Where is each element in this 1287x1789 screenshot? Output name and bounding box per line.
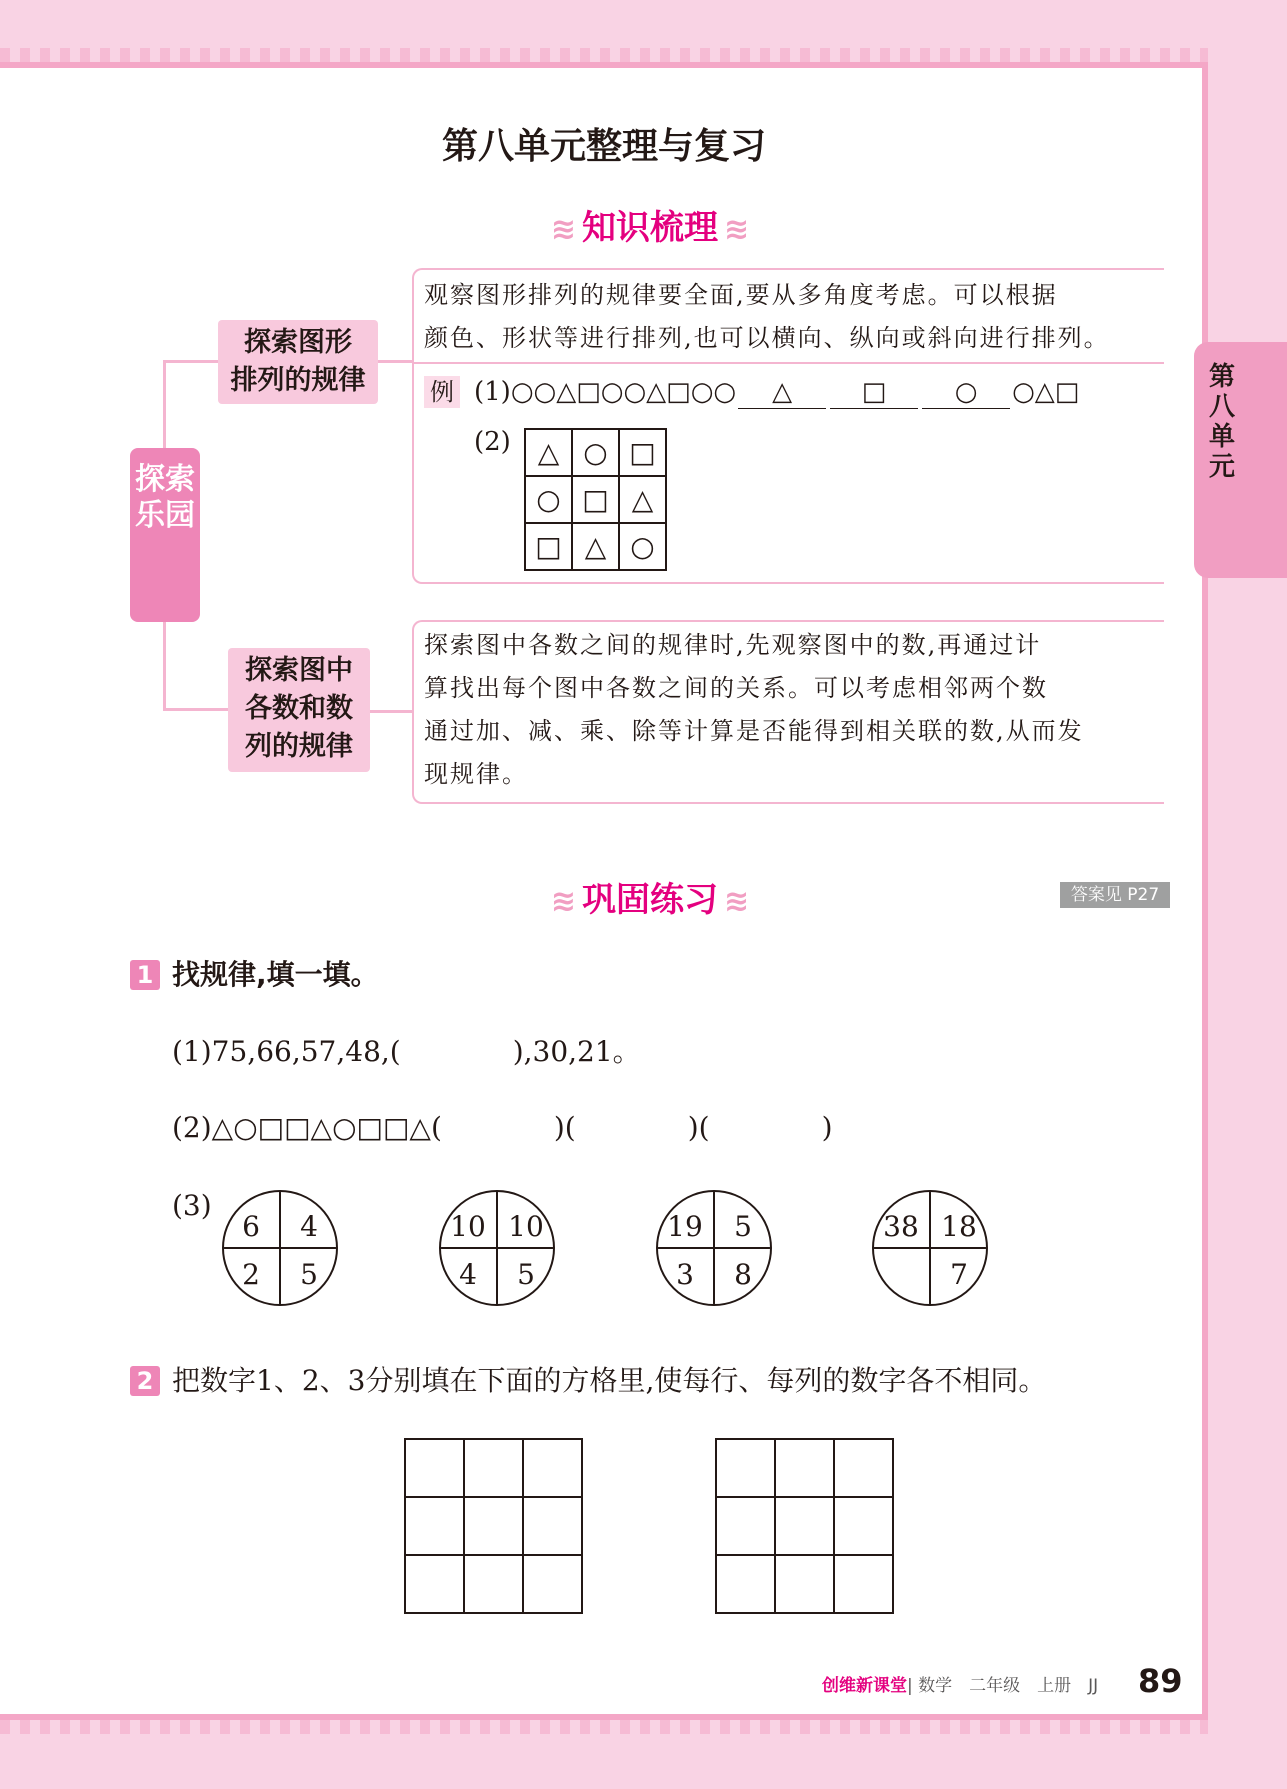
grid-cell[interactable] — [775, 1555, 834, 1613]
branch-label-line: 列的规律 — [245, 731, 353, 762]
branch-node-numbers — [228, 648, 370, 772]
tree-branch-line — [163, 708, 229, 711]
grid-cell: △ — [619, 476, 666, 523]
question-number: 1 — [130, 960, 160, 990]
circle-value: 19 — [667, 1210, 703, 1243]
question-number: 2 — [130, 1366, 160, 1396]
branch-label-line: 探索图中 — [245, 655, 353, 686]
page-number: 89 — [1138, 1662, 1183, 1700]
grid-cell: ○ — [619, 523, 666, 570]
grid-cell[interactable] — [523, 1497, 582, 1555]
circle-value: 10 — [508, 1210, 544, 1243]
grid-cell[interactable] — [716, 1439, 775, 1497]
section-label: 知识梳理 — [582, 208, 718, 248]
panel-text-line: 颜色、形状等进行排列,也可以横向、纵向或斜向进行排列。 — [424, 324, 1110, 352]
knowledge-panel-numbers — [412, 620, 1164, 804]
question-sub-3-label: (3) — [172, 1189, 212, 1222]
page-title: 第八单元整理与复习 — [441, 126, 766, 167]
answer-grid-left — [404, 1438, 583, 1614]
circle-value: 10 — [450, 1210, 486, 1243]
panel-text-line: 探索图中各数之间的规律时,先观察图中的数,再通过计 — [424, 631, 1042, 659]
sequence-suffix: ○△□ — [1012, 377, 1080, 407]
wave-icon: ≋ — [724, 212, 750, 247]
grid-cell: □ — [525, 523, 572, 570]
panel-text-line: 通过加、减、乘、除等计算是否能得到相关联的数,从而发 — [424, 717, 1084, 745]
number-circle — [439, 1190, 555, 1306]
bottom-wave-border — [0, 1720, 1208, 1734]
example-shape-grid — [524, 428, 667, 571]
unit-side-tab-label: 第八单元 — [1208, 362, 1235, 482]
grid-cell[interactable] — [834, 1497, 893, 1555]
answer-reference-badge: 答案见 P27 — [1060, 882, 1170, 908]
panel-text — [424, 274, 1154, 360]
grid-cell[interactable] — [834, 1439, 893, 1497]
unit-side-tab — [1194, 342, 1287, 578]
grid-cell[interactable] — [523, 1439, 582, 1497]
panel-text-line: 算找出每个图中各数之间的关系。可以考虑相邻两个数 — [424, 674, 1048, 702]
panel-text-line: 现规律。 — [424, 760, 528, 788]
branch-node-shapes — [218, 320, 378, 404]
answer-blank: ○ — [922, 376, 1010, 409]
circle-value: 5 — [517, 1258, 535, 1291]
grid-cell: △ — [525, 429, 572, 476]
question-sub-1: (1)75,66,57,48,( ),30,21。 — [172, 1035, 641, 1068]
circle-value: 7 — [950, 1258, 968, 1291]
example-grid-label: (2) — [474, 427, 511, 457]
answer-grid-right — [715, 1438, 894, 1614]
wave-icon: ≋ — [550, 212, 576, 247]
grid-cell: ○ — [572, 429, 619, 476]
grid-cell[interactable] — [716, 1555, 775, 1613]
circle-value: 4 — [300, 1210, 318, 1243]
circle-value: 5 — [300, 1258, 318, 1291]
circle-value: 3 — [676, 1258, 694, 1291]
root-node-label: 探索乐园 — [135, 462, 195, 533]
grid-cell[interactable] — [405, 1555, 464, 1613]
answer-blank: □ — [830, 376, 918, 409]
example-badge: 例 — [424, 376, 460, 408]
panel-text — [424, 624, 1154, 796]
example-sequence — [474, 376, 1079, 409]
section-heading-knowledge — [0, 200, 1287, 249]
question-text: 把数字1、2、3分别填在下面的方格里,使每行、每列的数字各不相同。 — [172, 1364, 1047, 1397]
grid-cell[interactable] — [775, 1497, 834, 1555]
section-label: 巩固练习 — [582, 880, 718, 920]
grid-cell: □ — [619, 429, 666, 476]
circle-value: 8 — [734, 1258, 752, 1291]
circle-value: 5 — [734, 1210, 752, 1243]
grid-cell: □ — [572, 476, 619, 523]
footer-brand: 创维新课堂 — [822, 1676, 907, 1696]
grid-cell[interactable] — [834, 1555, 893, 1613]
circle-value: 6 — [242, 1210, 260, 1243]
circle-value: 4 — [459, 1258, 477, 1291]
question-sub-2: (2)△○□□△○□□△( )( )( ) — [172, 1111, 833, 1144]
grid-cell[interactable] — [464, 1555, 523, 1613]
branch-label-line: 各数和数 — [245, 693, 353, 724]
knowledge-panel-shapes — [412, 268, 1164, 584]
circle-value: 18 — [941, 1210, 977, 1243]
grid-cell[interactable] — [405, 1497, 464, 1555]
sequence-prefix: (1)○○△□○○△□○○ — [474, 377, 737, 407]
wave-icon: ≋ — [724, 884, 750, 919]
number-circle — [872, 1190, 988, 1306]
grid-cell[interactable] — [405, 1439, 464, 1497]
branch-label-line: 排列的规律 — [230, 365, 366, 396]
branch-label-line: 探索图形 — [244, 327, 352, 358]
footer-subject: | 数学 二年级 上册 JJ — [907, 1676, 1099, 1696]
grid-cell: △ — [572, 523, 619, 570]
circle-value: 2 — [242, 1258, 260, 1291]
number-circle — [222, 1190, 338, 1306]
answer-blank: △ — [738, 376, 826, 409]
top-wave-border — [0, 48, 1208, 62]
grid-cell[interactable] — [775, 1439, 834, 1497]
grid-cell[interactable] — [523, 1555, 582, 1613]
panel-text-line: 观察图形排列的规律要全面,要从多角度考虑。可以根据 — [424, 281, 1058, 309]
tree-branch-line — [163, 360, 218, 363]
grid-cell[interactable] — [464, 1439, 523, 1497]
panel-divider — [414, 362, 1164, 364]
wave-icon: ≋ — [550, 884, 576, 919]
grid-cell: ○ — [525, 476, 572, 523]
grid-cell[interactable] — [716, 1497, 775, 1555]
tree-branch-line — [370, 710, 412, 713]
footer — [822, 1671, 1098, 1696]
tree-branch-line — [378, 360, 412, 363]
question-text: 找规律,填一填。 — [172, 958, 379, 991]
circle-value: 38 — [883, 1210, 919, 1243]
grid-cell[interactable] — [464, 1497, 523, 1555]
number-circle — [656, 1190, 772, 1306]
root-node — [130, 448, 200, 622]
